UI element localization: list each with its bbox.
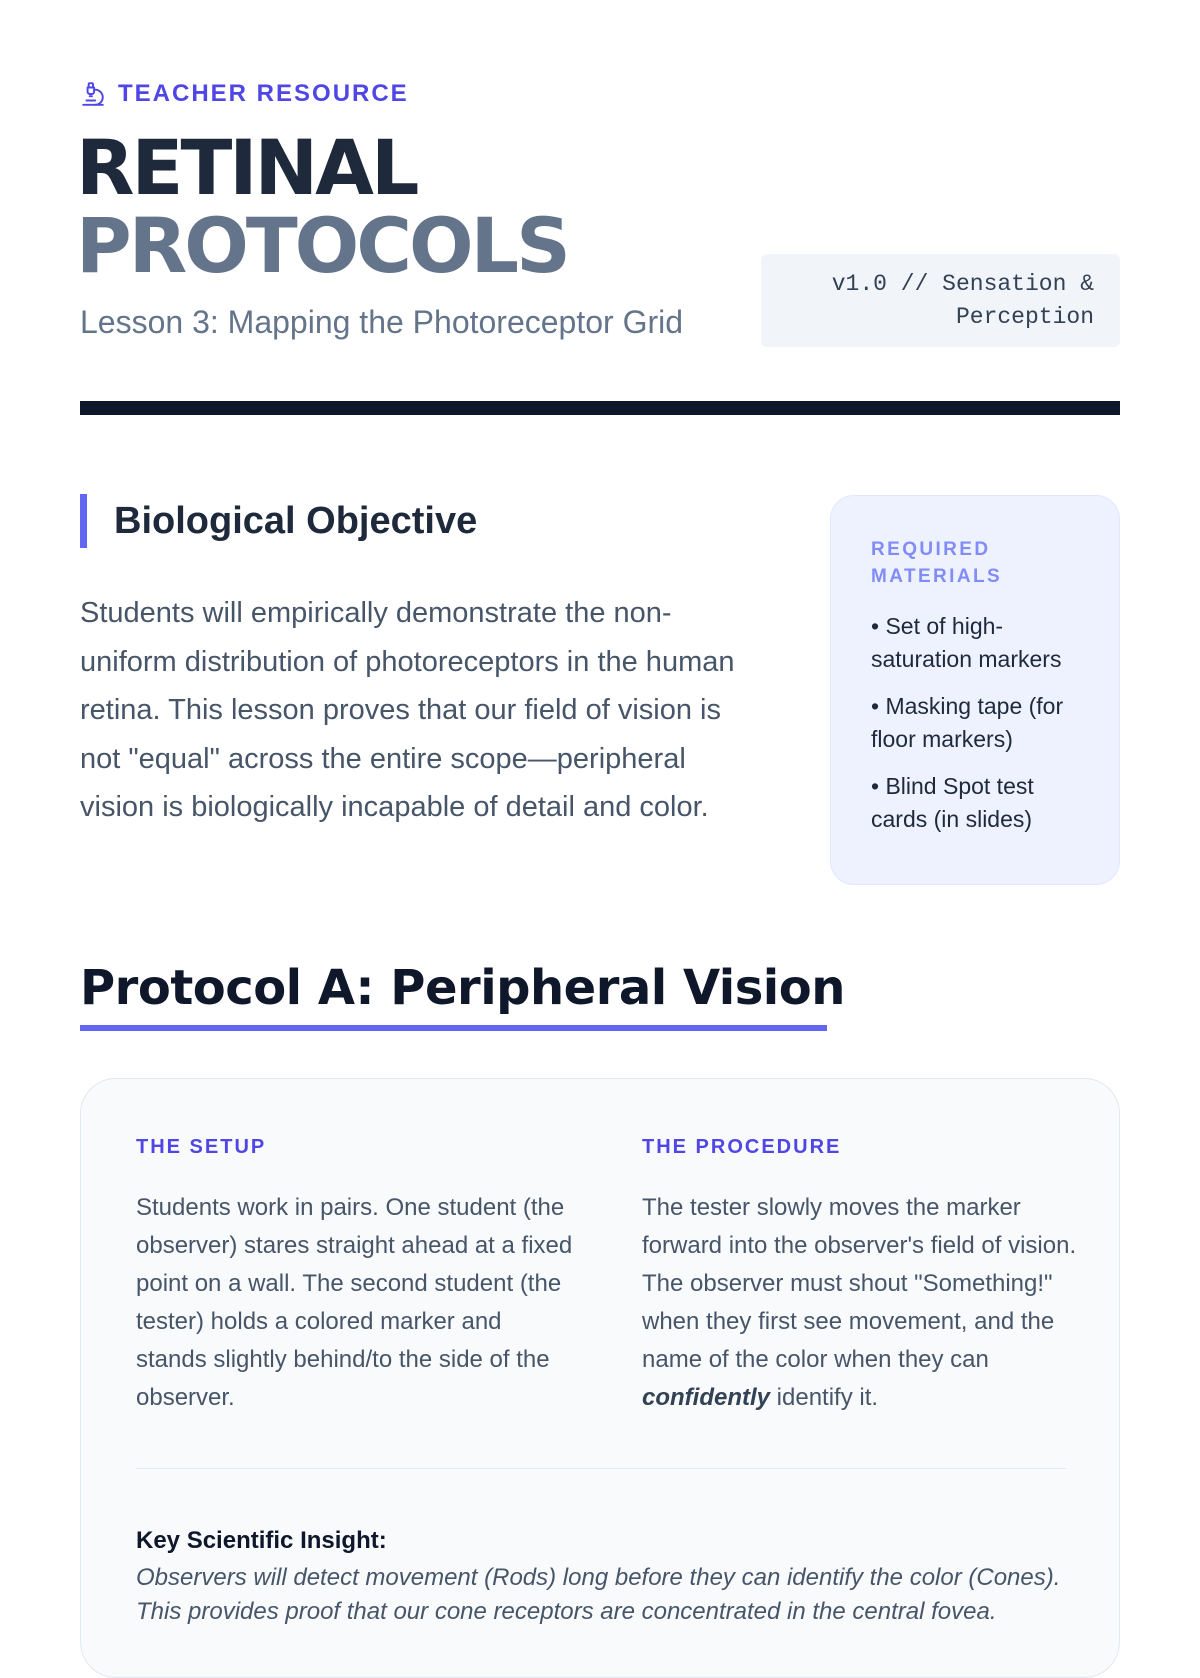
procedure-text-start: The tester slowly moves the marker forward into the observer's field of vision. The observer must shout "Something!" when they first see movement, and the name of the color when they can	[642, 1194, 1077, 1373]
procedure-text-end: identify it.	[770, 1384, 879, 1411]
materials-list	[871, 610, 1083, 836]
procedure-heading: THE PROCEDURE	[642, 1136, 842, 1158]
page-title-line-1: RETINAL	[76, 123, 417, 212]
lesson-subtitle: Lesson 3: Mapping the Photoreceptor Grid	[80, 304, 684, 340]
microscope-icon	[80, 81, 106, 107]
materials-item: • Blind Spot test cards (in slides)	[871, 773, 1034, 832]
insight-text: Observers will detect movement (Rods) long before they can identify the color (Cones). This provides proof that our cone receptors are concentrated in the central fovea.	[136, 1564, 1061, 1625]
version-line-2: Perception	[955, 304, 1094, 330]
materials-card	[830, 495, 1120, 885]
eyebrow	[80, 80, 409, 108]
version-tag	[761, 254, 1120, 347]
insight-heading: Key Scientific Insight:	[136, 1527, 387, 1554]
protocol-a-title: Protocol A: Peripheral Vision	[80, 960, 845, 1016]
page-title-line-2: PROTOCOLS	[76, 201, 568, 290]
materials-item: • Set of high-saturation markers	[871, 613, 1062, 672]
materials-item: • Masking tape (for floor markers)	[871, 693, 1064, 752]
card-divider	[136, 1468, 1066, 1469]
eyebrow-label: TEACHER RESOURCE	[118, 80, 409, 107]
materials-heading: REQUIRED MATERIALS	[871, 539, 1003, 587]
setup-heading: THE SETUP	[136, 1136, 267, 1158]
lesson-page	[76, 0, 1120, 1625]
header-divider	[80, 401, 1120, 415]
version-line-1: v1.0 // Sensation &	[831, 271, 1094, 297]
objective-heading: Biological Objective	[114, 499, 478, 542]
protocol-a-underline	[80, 1025, 827, 1031]
protocol-a-card	[80, 1078, 1120, 1678]
procedure-text	[642, 1189, 1082, 1417]
setup-text: Students work in pairs. One student (the observer) stares straight ahead at a fixed point on a wall. The second student (the tester) holds a colored marker and stands slightly behind/to the side of the observer.	[136, 1194, 573, 1411]
objective-heading-block	[80, 494, 760, 548]
procedure-emphasis: confidently	[642, 1384, 771, 1411]
objective-text: Students will empirically demonstrate the non-uniform distribution of photoreceptors in the human retina. This lesson proves that our field of vision is not "equal" across the entire scope—peripheral vision is biologically incapable of detail and color.	[80, 597, 735, 823]
